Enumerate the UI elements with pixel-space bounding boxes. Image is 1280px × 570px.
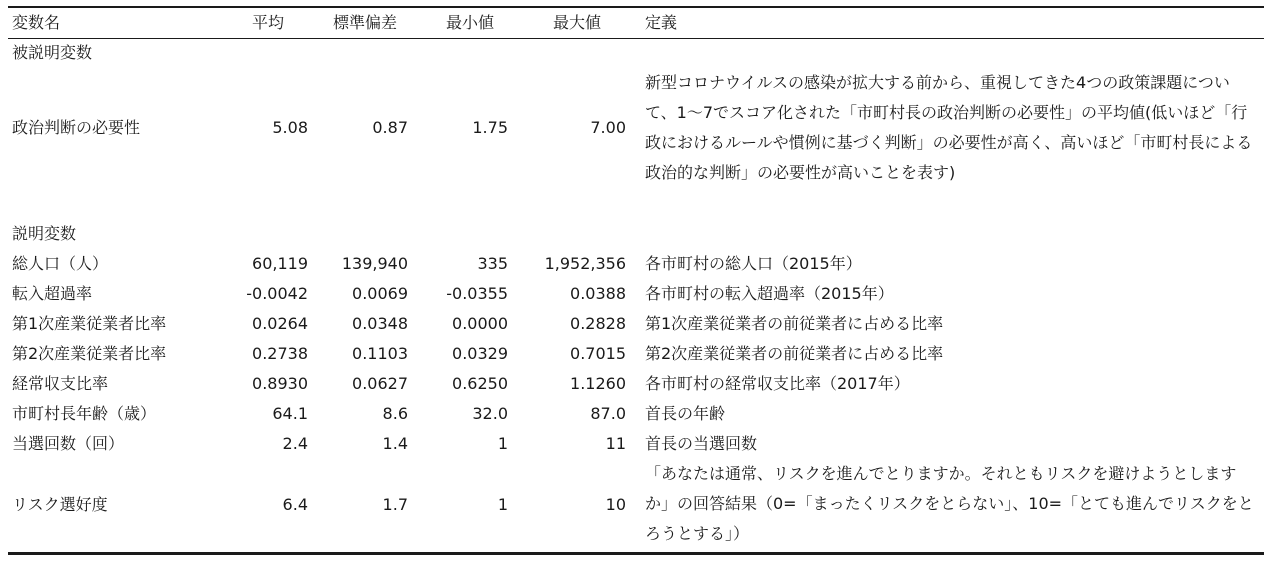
section-dependent-label: 被説明変数 — [12, 43, 93, 62]
row-max: 1,952,356 — [544, 254, 626, 273]
row-definition: 第1次産業従業者の前従業者に占める比率 — [645, 314, 944, 333]
row-mean: 2.4 — [282, 434, 308, 453]
row-name: 第2次産業従業者比率 — [12, 344, 167, 363]
row-name: 経常収支比率 — [12, 374, 109, 393]
row-sd: 139,940 — [341, 254, 408, 273]
row-definition: 第2次産業従業者の前従業者に占める比率 — [645, 344, 944, 363]
row-definition: 「あなたは通常、リスクを進んでとりますか。それともリスクを避けようとしますか」の回答結果（0=「まったくリスクをとらない」、10=「とても進んでリスクをとろうとする」） — [645, 464, 1254, 543]
row-sd: 0.0627 — [352, 374, 408, 393]
row-max: 7.00 — [590, 118, 626, 137]
row-min: 1 — [497, 495, 508, 514]
row-min: 32.0 — [472, 404, 508, 423]
row-sd: 0.87 — [372, 118, 408, 137]
row-mean: 64.1 — [272, 404, 308, 423]
row-max: 0.7015 — [570, 344, 626, 363]
header-min: 最小値 — [445, 13, 494, 32]
row-min: 335 — [477, 254, 508, 273]
row-sd: 0.0348 — [352, 314, 408, 333]
row-name: 当選回数（回） — [12, 434, 125, 453]
row-definition: 各市町村の総人口（2015年） — [645, 254, 862, 273]
row-mean: 0.2738 — [252, 344, 308, 363]
row-definition: 各市町村の転入超過率（2015年） — [645, 284, 894, 303]
row-max: 87.0 — [590, 404, 626, 423]
row-max: 1.1260 — [570, 374, 626, 393]
row-definition: 新型コロナウイルスの感染が拡大する前から、重視してきた4つの政策課題について、1～7でスコア化された「市町村長の政治判断の必要性」の平均値(低いほど「行政におけるルールや慣例に基づく判断」の必要性が高く、高いほど「市町村長による政治的な判断」の必要性が高いことを表す) — [645, 73, 1253, 182]
header-definition: 定義 — [645, 13, 678, 32]
row-mean: 5.08 — [272, 118, 308, 137]
bottom-rule — [8, 552, 1264, 555]
row-mean: 6.4 — [282, 495, 308, 514]
row-min: 0.6250 — [452, 374, 508, 393]
header-max: 最大値 — [552, 13, 601, 32]
row-sd: 1.4 — [382, 434, 408, 453]
row-sd: 1.7 — [382, 495, 408, 514]
row-min: -0.0355 — [446, 284, 508, 303]
row-mean: 0.8930 — [252, 374, 308, 393]
row-name: リスク選好度 — [12, 495, 108, 514]
row-name: 政治判断の必要性 — [12, 118, 141, 137]
row-name: 転入超過率 — [12, 284, 93, 303]
row-sd: 0.0069 — [352, 284, 408, 303]
row-definition: 首長の年齢 — [645, 404, 726, 423]
row-min: 1 — [497, 434, 508, 453]
row-max: 0.0388 — [570, 284, 626, 303]
row-min: 1.75 — [472, 118, 508, 137]
row-min: 0.0329 — [452, 344, 508, 363]
row-name: 総人口（人） — [12, 254, 109, 273]
row-min: 0.0000 — [452, 314, 508, 333]
row-max: 10 — [605, 495, 626, 514]
row-mean: -0.0042 — [246, 284, 308, 303]
header-sd: 標準偏差 — [332, 13, 397, 32]
top-rule — [8, 6, 1264, 8]
row-sd: 8.6 — [382, 404, 408, 423]
row-definition: 首長の当選回数 — [645, 434, 758, 453]
row-max: 0.2828 — [570, 314, 626, 333]
header-mean: 平均 — [251, 13, 284, 32]
row-sd: 0.1103 — [352, 344, 408, 363]
row-mean: 60,119 — [252, 254, 308, 273]
row-name: 市町村長年齢（歳） — [12, 404, 157, 423]
row-max: 11 — [605, 434, 626, 453]
row-name: 第1次産業従業者比率 — [12, 314, 167, 333]
header-rule — [8, 38, 1264, 39]
row-definition: 各市町村の経常収支比率（2017年） — [645, 374, 910, 393]
row-mean: 0.0264 — [252, 314, 308, 333]
header-variable: 変数名 — [12, 13, 61, 32]
section-explanatory-label: 説明変数 — [12, 224, 77, 243]
